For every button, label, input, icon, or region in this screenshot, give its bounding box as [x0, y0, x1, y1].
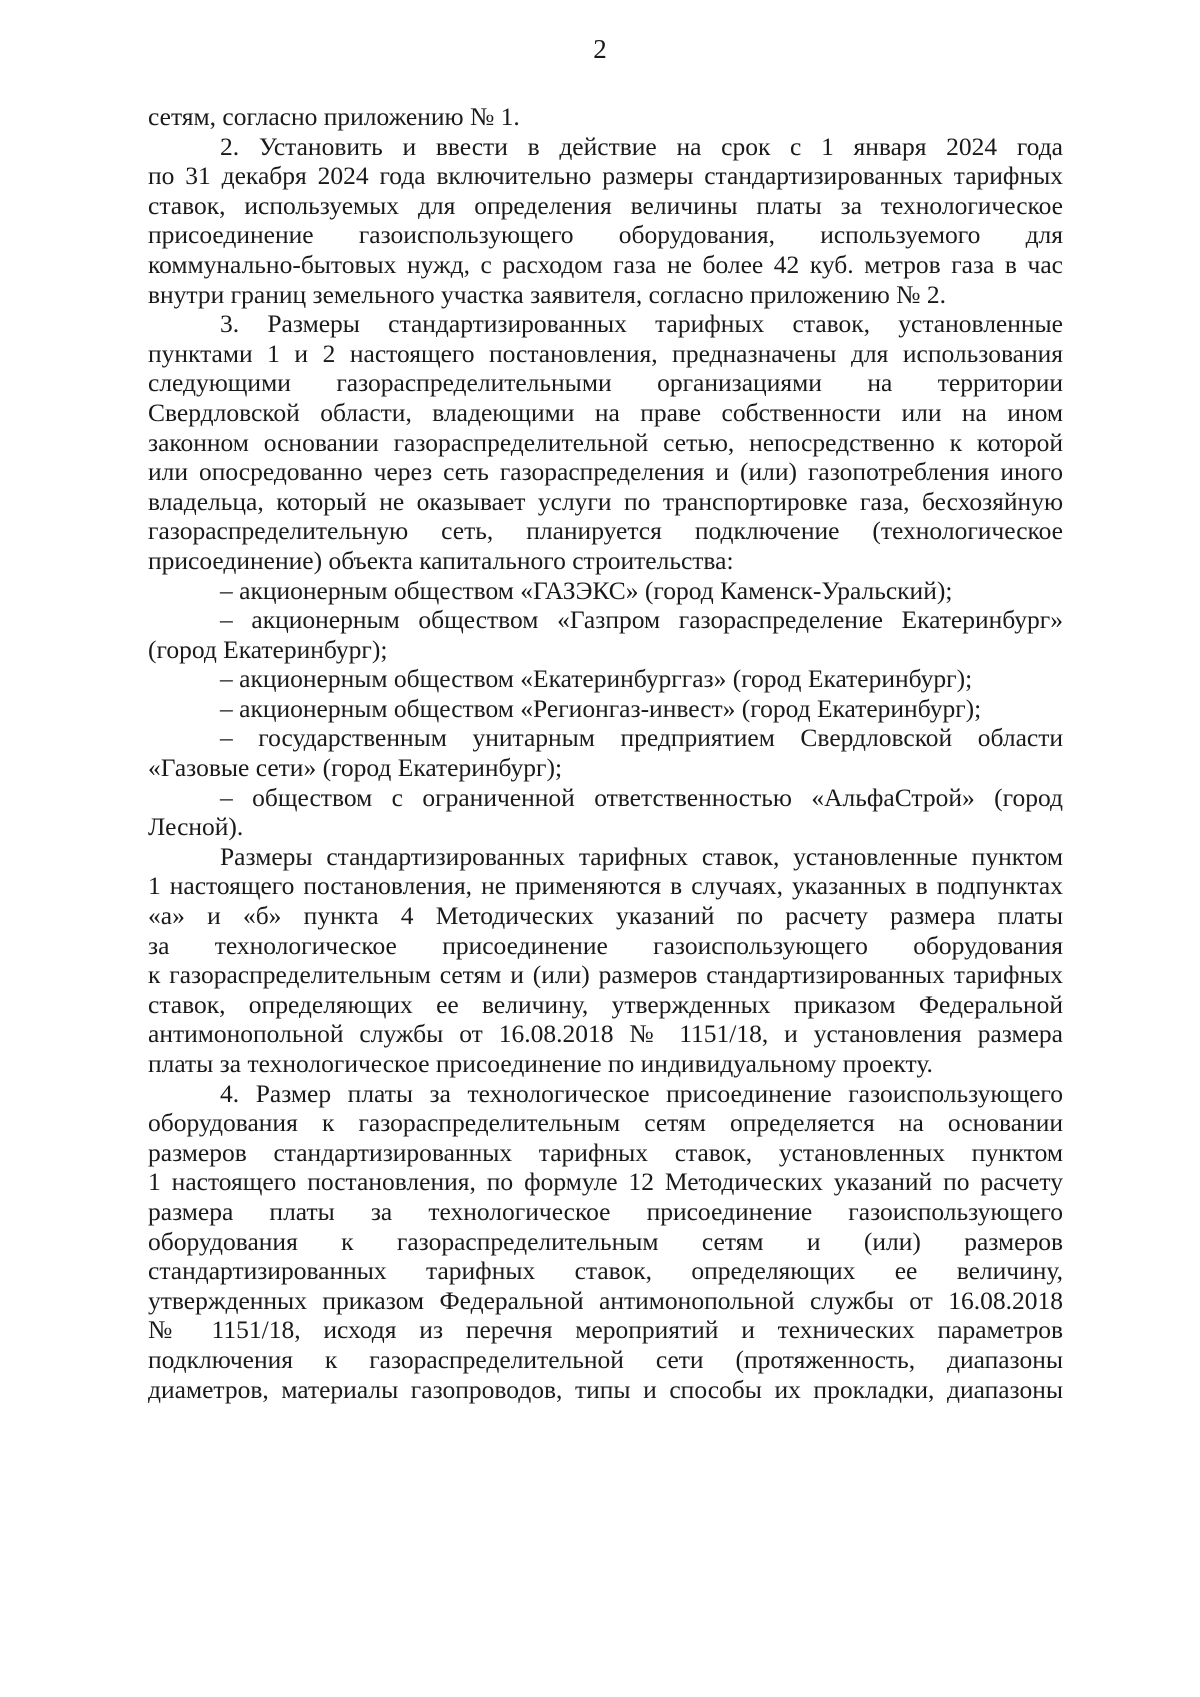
text-line: газораспределительную сеть, планируется подключение (технологическое — [148, 516, 1063, 546]
text-line: ставок, используемых для определения величины платы за технологическое — [148, 190, 1063, 220]
document-body — [148, 102, 1063, 1404]
text-line: размера платы за технологическое присоединение газоиспользующего — [148, 1196, 1063, 1226]
text-line: 2. Установить и ввести в действие на срок с 1 января 2024 года — [220, 131, 1063, 161]
text-line: диаметров, материалы газопроводов, типы и способы их прокладки, диапазоны — [148, 1374, 1063, 1404]
text-line: Размеры стандартизированных тарифных ставок, установленные пунктом — [220, 841, 1063, 871]
text-line: – акционерным обществом «Регионгаз-инвест» (город Екатеринбург); — [220, 693, 982, 723]
text-line: 1 настоящего постановления, по формуле 12 Методических указаний по расчету — [148, 1167, 1063, 1197]
text-line: оборудования к газораспределительным сетям и (или) размеров — [148, 1226, 1063, 1256]
text-line: внутри границ земельного участка заявителя, согласно приложению № 2. — [148, 279, 946, 309]
text-line: стандартизированных тарифных ставок, определяющих ее величину, — [148, 1256, 1063, 1286]
text-line: № 1151/18, исходя из перечня мероприятий и технических параметров — [148, 1315, 1063, 1345]
text-line: платы за технологическое присоединение по индивидуальному проекту. — [148, 1049, 933, 1078]
text-line: 4. Размер платы за технологическое присоединение газоиспользующего — [220, 1078, 1063, 1108]
text-line: «а» и «б» пункта 4 Методических указаний по расчету размера платы — [148, 901, 1063, 931]
text-line: размеров стандартизированных тарифных ставок, установленных пунктом — [148, 1137, 1063, 1167]
text-line: ставок, определяющих ее величину, утвержденных приказом Федеральной — [148, 989, 1063, 1019]
text-line: (город Екатеринбург); — [148, 634, 388, 664]
text-line: или опосредованно через сеть газораспределения и (или) газопотребления иного — [148, 457, 1063, 487]
text-line: антимонопольной службы от 16.08.2018 № 1151/18, и установления размера — [148, 1019, 1063, 1049]
text-line: к газораспределительным сетям и (или) размеров стандартизированных тарифных — [148, 960, 1063, 990]
text-line: коммунально-бытовых нужд, с расходом газа не более 42 куб. метров газа в час — [148, 249, 1063, 279]
text-line: присоединение) объекта капитального строительства: — [148, 545, 734, 575]
text-line: 1 настоящего постановления, не применяются в случаях, указанных в подпунктах — [148, 871, 1063, 901]
text-line: владельца, который не оказывает услуги по транспортировке газа, бесхозяйную — [148, 486, 1063, 516]
text-line: – акционерным обществом «Екатеринбурггаз» (город Екатеринбург); — [220, 664, 973, 694]
text-line: 3. Размеры стандартизированных тарифных ставок, установленные — [220, 309, 1063, 339]
text-line: присоединение газоиспользующего оборудования, используемого для — [148, 220, 1063, 250]
text-line: по 31 декабря 2024 года включительно размеры стандартизированных тарифных — [148, 161, 1063, 191]
text-line: следующими газораспределительными организациями на территории — [148, 368, 1063, 398]
text-line: – акционерным обществом «Газпром газораспределение Екатеринбург» — [220, 605, 1063, 635]
text-line: – акционерным обществом «ГАЗЭКС» (город Каменск-Уральский); — [220, 575, 953, 605]
text-line: Свердловской области, владеющими на праве собственности или на ином — [148, 397, 1063, 427]
text-line: подключения к газораспределительной сети (протяженность, диапазоны — [148, 1344, 1063, 1374]
text-line: законном основании газораспределительной сетью, непосредственно к которой — [148, 427, 1063, 457]
text-line: сетям, согласно приложению № 1. — [148, 102, 520, 131]
text-line: за технологическое присоединение газоиспользующего оборудования — [148, 930, 1063, 960]
text-line: утвержденных приказом Федеральной антимонопольной службы от 16.08.2018 — [148, 1285, 1063, 1315]
text-line: «Газовые сети» (город Екатеринбург); — [148, 753, 563, 783]
text-line: – государственным унитарным предприятием Свердловской области — [220, 723, 1063, 753]
text-line: пунктами 1 и 2 настоящего постановления, предназначены для использования — [148, 338, 1063, 368]
text-line: оборудования к газораспределительным сетям определяется на основании — [148, 1108, 1063, 1138]
text-line: Лесной). — [148, 812, 244, 842]
page-number: 2 — [593, 34, 607, 64]
text-line: – обществом с ограниченной ответственностью «АльфаСтрой» (город — [220, 782, 1063, 812]
